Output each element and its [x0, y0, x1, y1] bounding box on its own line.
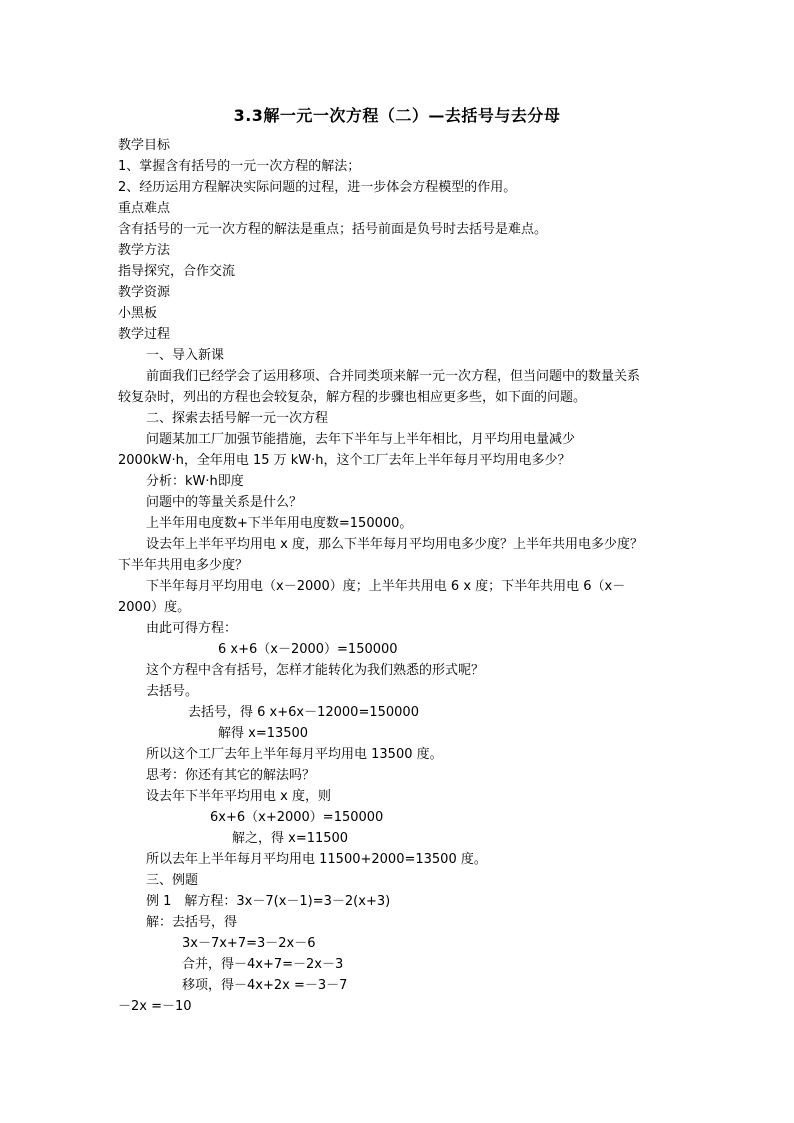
subheading-intro: 一、导入新课	[146, 348, 225, 363]
paragraph-line: 所以去年上半年每月平均用电 11500+2000=13500 度。	[146, 852, 487, 867]
equation-step: 合并，得－4x+7=－2x－3	[182, 957, 344, 972]
example-1: 例 1 解方程：3x－7(x－1)=3－2(x+3)	[146, 894, 391, 909]
paragraph-line: 2000kW·h，全年用电 15 万 kW·h，这个工厂去年上半年每月平均用电多少？	[118, 453, 571, 468]
equation-step: 解得 x=13500	[218, 726, 309, 741]
subheading-examples: 三、例题	[146, 873, 199, 888]
paragraph-line: 这个方程中含有括号，怎样才能转化为我们熟悉的形式呢？	[146, 663, 485, 678]
paragraph-line: 2000）度。	[118, 600, 191, 615]
solution-line: 解：去括号，得	[146, 915, 238, 930]
objective-1: 1、掌握含有括号的一元一次方程的解法；	[118, 159, 361, 174]
paragraph-line: 下半年每月平均用电（x－2000）度；上半年共用电 6 x 度；下半年共用电 6（x－	[146, 579, 626, 594]
section-heading-process: 教学过程	[118, 327, 171, 342]
equation-step: 移项，得－4x+2x =－3－7	[182, 978, 348, 993]
equation-step: 解之，得 x=11500	[232, 831, 349, 846]
paragraph-line: 较复杂时，列出的方程也会较复杂，解方程的步骤也相应更多些，如下面的问题。	[118, 390, 587, 405]
equation-relation: 上半年用电度数+下半年用电度数=150000。	[146, 516, 413, 531]
paragraph-line: 前面我们已经学会了运用移项、合并同类项来解一元一次方程，但当问题中的数量关系	[146, 369, 641, 384]
method-text: 指导探究，合作交流	[118, 264, 236, 279]
equation-step: 去括号，得 6 x+6x－12000=150000	[188, 705, 419, 720]
question-line: 问题中的等量关系是什么？	[146, 495, 303, 510]
key-points-text: 含有括号的一元一次方程的解法是重点；括号前面是负号时去括号是难点。	[118, 222, 548, 237]
section-heading-objectives: 教学目标	[118, 138, 171, 153]
paragraph-line: 所以这个工厂去年上半年每月平均用电 13500 度。	[146, 747, 443, 762]
equation-step: －2x =－10	[118, 999, 192, 1014]
subheading-explore: 二、探索去括号解一元一次方程	[146, 411, 329, 426]
paragraph-line: 设去年下半年平均用电 x 度，则	[146, 789, 331, 804]
equation: 6 x+6（x－2000）=150000	[218, 642, 398, 657]
equation: 6x+6（x+2000）=150000	[210, 810, 384, 825]
section-heading-method: 教学方法	[118, 243, 171, 258]
paragraph-line: 问题某加工厂加强节能措施，去年下半年与上半年相比，月平均用电量减少	[146, 432, 576, 447]
paragraph-line: 设去年上半年平均用电 x 度，那么下半年每月平均用电多少度？上半年共用电多少度？	[146, 537, 643, 552]
resources-text: 小黑板	[118, 306, 158, 321]
analysis-line: 分析：kW·h即度	[146, 474, 244, 489]
equation-step: 3x－7x+7=3－2x－6	[182, 936, 316, 951]
objective-2: 2、经历运用方程解决实际问题的过程，进一步体会方程模型的作用。	[118, 180, 517, 195]
paragraph-line: 由此可得方程：	[146, 621, 238, 636]
paragraph-line: 去括号。	[146, 684, 199, 699]
section-heading-resources: 教学资源	[118, 285, 171, 300]
paragraph-line: 下半年共用电多少度？	[118, 558, 249, 573]
paragraph-line: 思考：你还有其它的解法吗？	[146, 768, 316, 783]
section-heading-key-points: 重点难点	[118, 201, 171, 216]
document-title: 3.3解一元一次方程（二）—去括号与去分母	[233, 106, 561, 125]
